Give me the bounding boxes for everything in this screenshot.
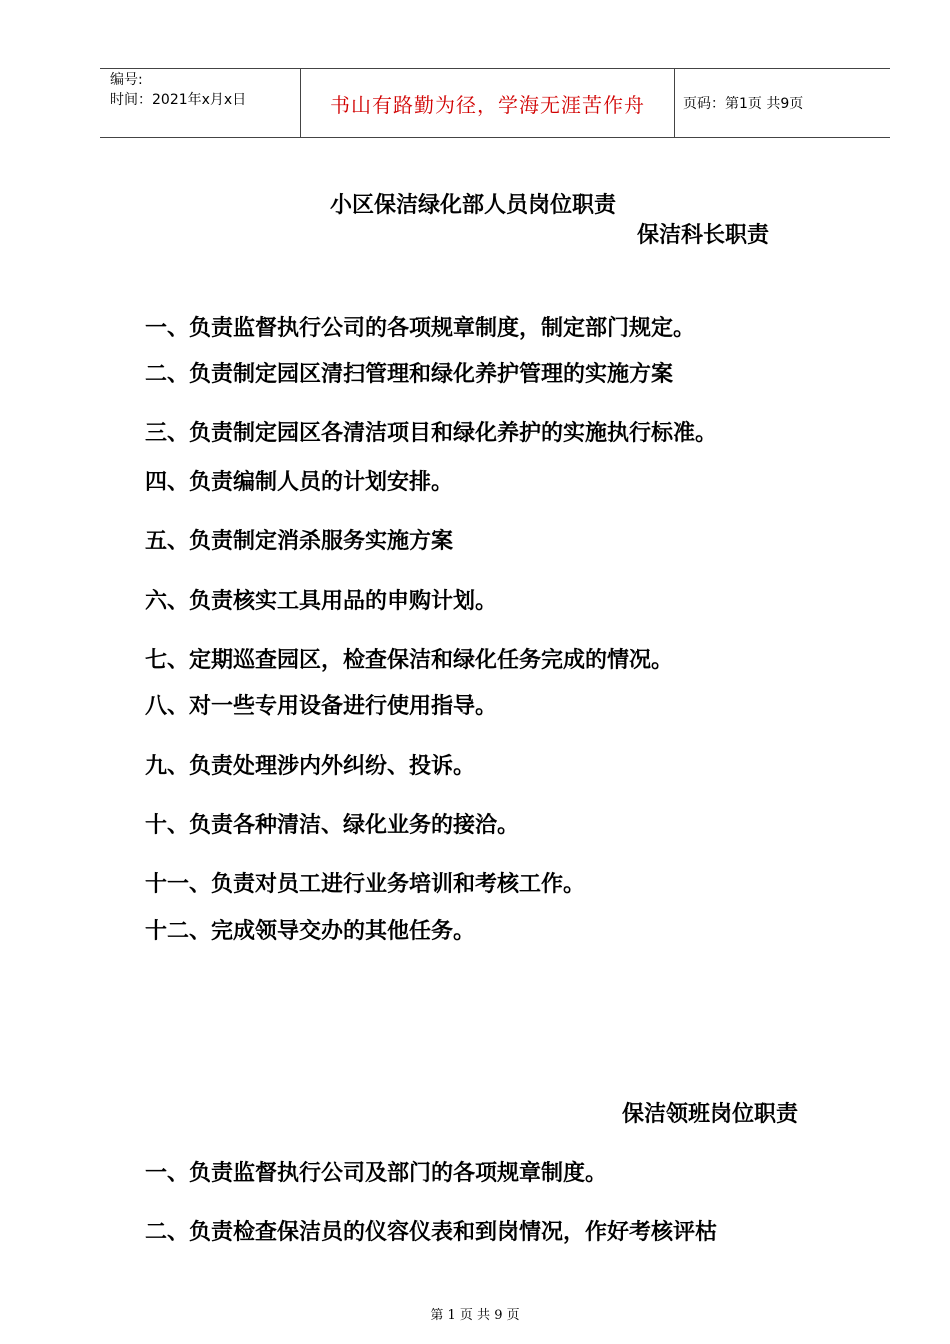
duty-item: 九、负责处理涉内外纠纷、投诉。 [145,754,476,779]
duty-item: 一、负责监督执行公司的各项规章制度，制定部门规定。 [145,316,696,341]
duty-item: 四、负责编制人员的计划安排。 [145,470,454,495]
duty-item: 十二、完成领导交办的其他任务。 [145,919,476,944]
duty-item: 五、负责制定消杀服务实施方案 [145,529,454,554]
duty-item: 八、对一些专用设备进行使用指导。 [145,694,498,719]
header-motto: 书山有路勤为径，学海无涯苦作舟 [330,92,645,117]
duty-item: 三、负责制定园区各清洁项目和绿化养护的实施执行标准。 [145,421,718,446]
document-number-label: 编号: [110,72,143,88]
duty-item: 十、负责各种清洁、绿化业务的接洽。 [145,813,520,838]
page-footer: 第 1 页 共 9 页 [430,1308,520,1323]
duty-item: 十一、负责对员工进行业务培训和考核工作。 [145,872,586,897]
header-page-cell [675,69,890,137]
duty-item: 七、定期巡查园区，检查保洁和绿化任务完成的情况。 [145,648,674,673]
header-table [100,68,890,138]
duty-item: 二、负责检查保洁员的仪容仪表和到岗情况，作好考核评枯 [145,1220,718,1245]
header-meta-cell [100,69,301,137]
section-title-team-leader: 保洁领班岗位职责 [622,1102,799,1127]
section-title-supervisor: 保洁科长职责 [637,223,770,248]
duty-item: 二、负责制定园区清扫管理和绿化养护管理的实施方案 [145,362,674,387]
header-page-info: 页码：第1页 共9页 [683,96,804,112]
document-title: 小区保洁绿化部人员岗位职责 [330,193,617,218]
document-time-label: 时间：2021年x月x日 [110,92,247,108]
header-motto-cell [301,69,675,137]
duty-item: 一、负责监督执行公司及部门的各项规章制度。 [145,1161,608,1186]
duty-item: 六、负责核实工具用品的申购计划。 [145,589,498,614]
